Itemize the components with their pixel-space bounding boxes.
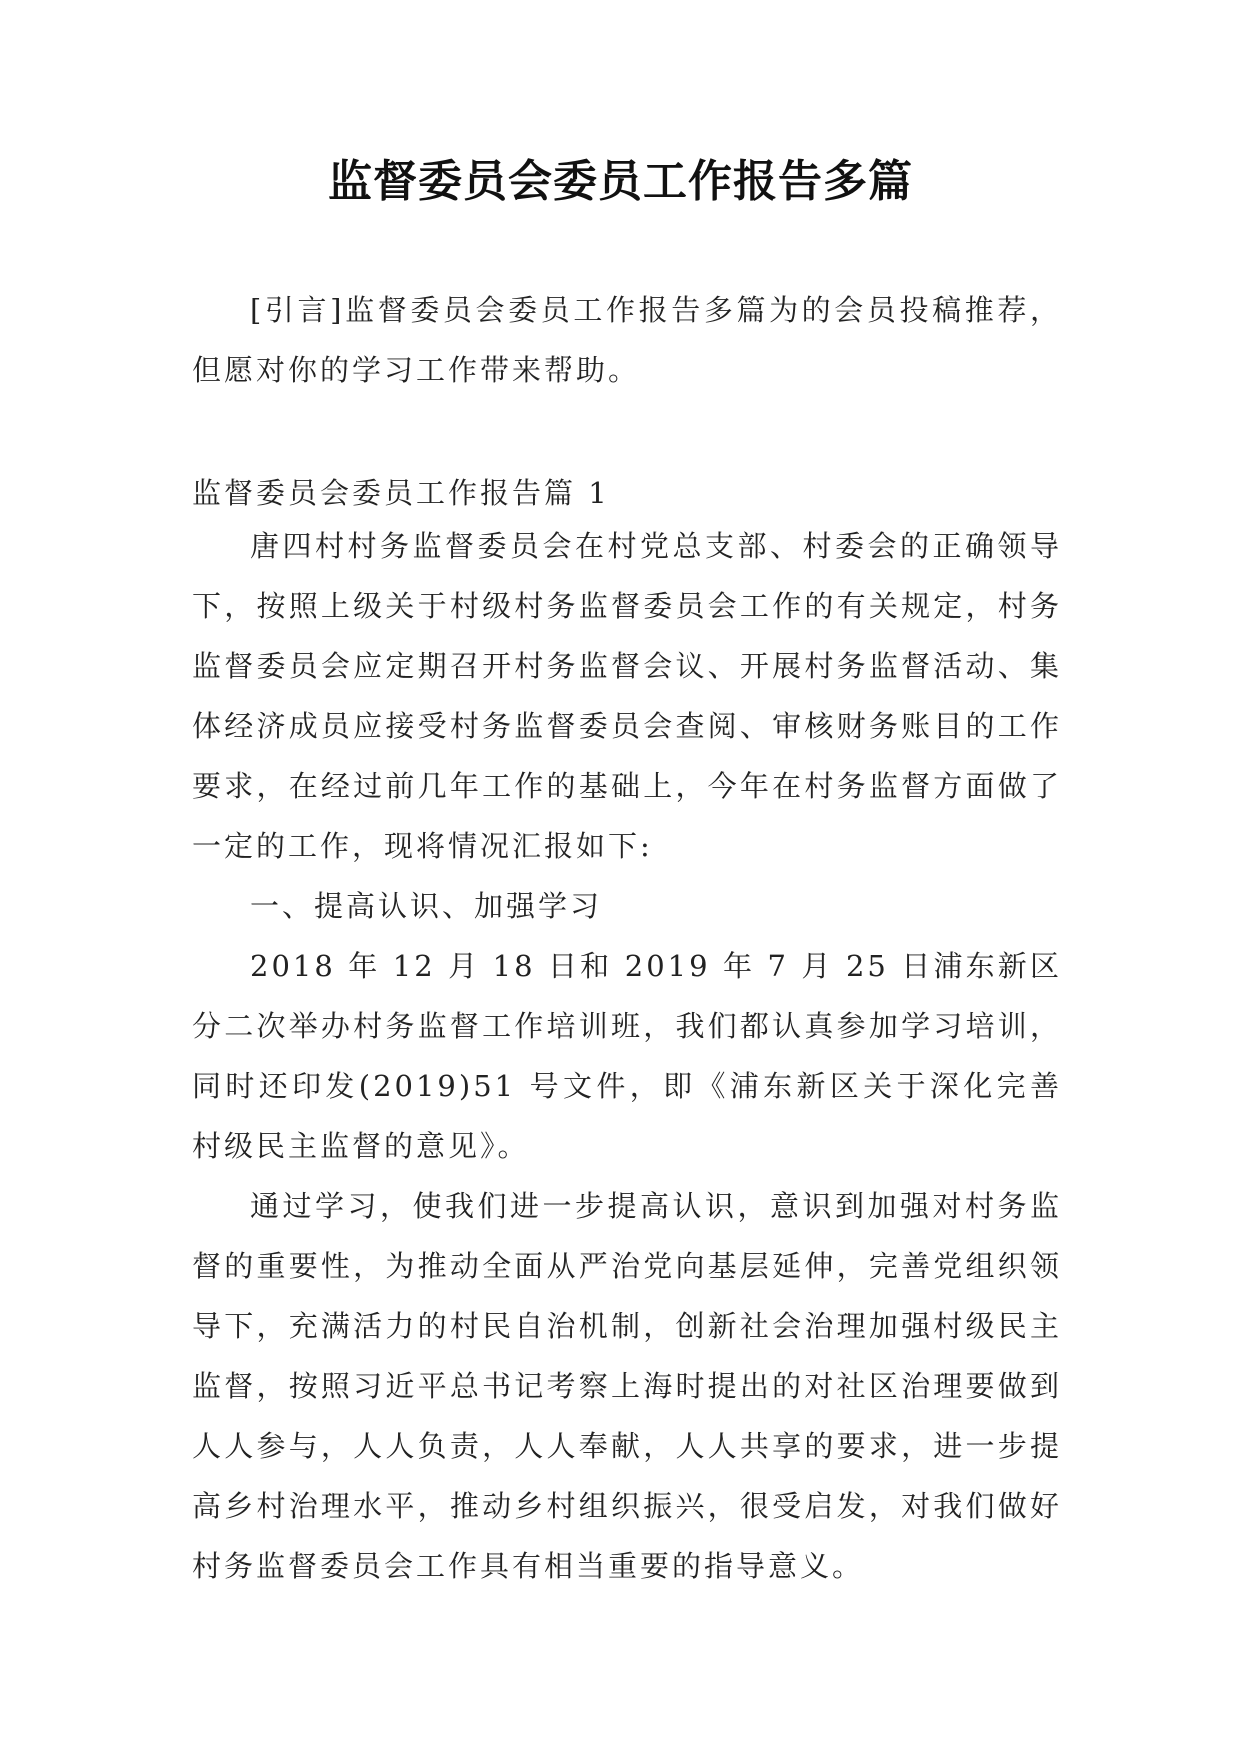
intro-paragraph: [引言]监督委员会委员工作报告多篇为的会员投稿推荐，但愿对你的学习工作带来帮助。: [192, 293, 1062, 387]
document-title: 监督委员会委员工作报告多篇: [328, 156, 913, 207]
section-heading: 监督委员会委员工作报告篇 1: [192, 476, 610, 510]
body-content: [192, 516, 1062, 1596]
paragraph: 通过学习，使我们进一步提高认识，意识到加强对村务监督的重要性，为推动全面从严治党向基层延伸，完善党组织领导下，充满活力的村民自治机制，创新社会治理加强村级民主监督，按照习近平总书记考察上海时提出的对社区治理要做到人人参与，人人负责，人人奉献，人人共享的要求，进一步提高乡村治理水平，推动乡村组织振兴，很受启发，对我们做好村务监督委员会工作具有相当重要的指导意义。: [192, 1189, 1062, 1583]
section-heading-block: [192, 463, 1062, 523]
paragraph: 2018 年 12 月 18 日和 2019 年 7 月 25 日浦东新区分二次举办村务监督工作培训班，我们都认真参加学习培训，同时还印发(2019)51 号文件，即《浦东新区关于深化完善村级民主监督的意见》。: [192, 949, 1062, 1163]
paragraph: 唐四村村务监督委员会在村党总支部、村委会的正确领导下，按照上级关于村级村务监督委员会工作的有关规定，村务监督委员会应定期召开村务监督会议、开展村务监督活动、集体经济成员应接受村务监督委员会查阅、审核财务账目的工作要求，在经过前几年工作的基础上，今年在村务监督方面做了一定的工作，现将情况汇报如下:: [192, 529, 1062, 863]
subheading-paragraph: 一、提高认识、加强学习: [250, 889, 603, 923]
intro-block: [192, 280, 1062, 400]
